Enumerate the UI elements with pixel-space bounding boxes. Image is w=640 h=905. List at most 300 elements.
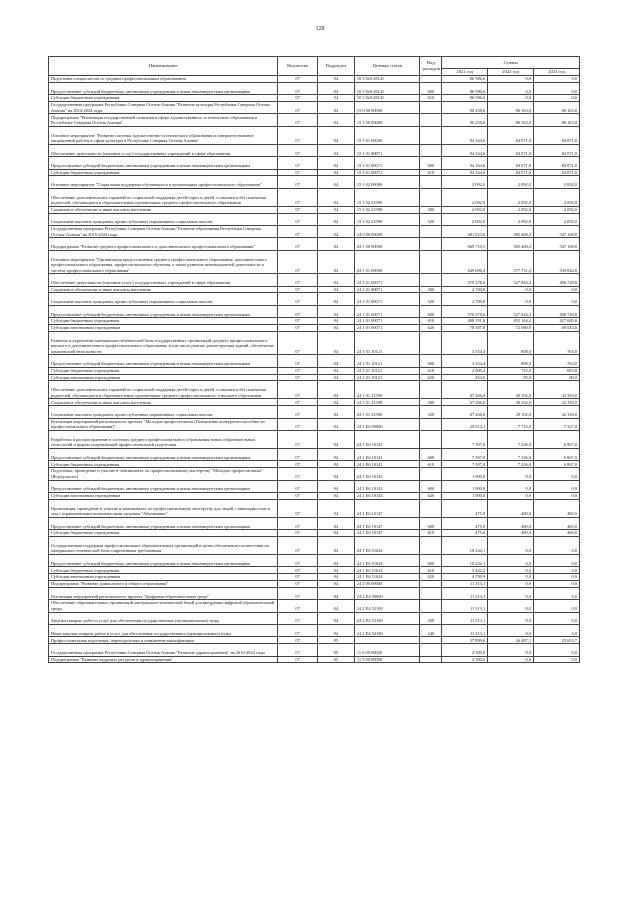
row-podrazdel: 04 [317,399,354,406]
row-name: Государственная программа Республики Северная Осетия-Алания "Развитие здравоохранения" на 2016-2024 годы [49,644,278,656]
row-vedomstvo: 07 [278,213,317,225]
row-vid-rashodov: 620 [420,574,442,581]
row-name: Предоставление субсидий бюджетным, автономным учреждениям и иным некоммерческим организациям [49,157,278,169]
row-tselevaya-statya: 24 1 01 00071 [354,325,420,332]
table-row [49,188,580,206]
row-podrazdel: 04 [317,144,354,156]
row-sum-2023: 2 092,0 [534,213,580,225]
row-name: Подпрограмма "Реализация государственной политики в сфере художественного эстетического образования в Республике Северная Осетия-Алания" [49,114,278,126]
row-sum-2023: 0,0 [534,95,580,102]
row-tselevaya-statya: 24 1 00 00000 [354,238,420,250]
row-name: Основное мероприятие "Социальная поддержка обучающихся в организациях профессионального образования" [49,176,278,188]
row-vedomstvo: 07 [278,461,317,468]
row-sum-2021: 94 164,6 [442,157,488,169]
row-vid-rashodov: 600 [420,480,442,492]
row-vedomstvo: 07 [278,126,317,144]
row-sum-2022: 7 236,0 [488,431,534,449]
table-row [49,238,580,250]
row-vid-rashodov [420,580,442,587]
row-sum-2023: 0,0 [534,492,580,499]
row-sum-2021: 1 900,0 [442,468,488,480]
row-sum-2023: 6 867,0 [534,431,580,449]
row-sum-2022: 455 164,2 [488,318,534,325]
row-sum-2023: 763,0 [534,355,580,367]
row-vid-rashodov: 600 [420,157,442,169]
row-sum-2021: 2 092,0 [442,188,488,206]
row-name: Субсидии автономным учреждениям [49,325,278,332]
row-podrazdel: 04 [317,331,354,355]
row-vid-rashodov: 200 [420,612,442,624]
row-tselevaya-statya: 24 2 E4 52100 [354,600,420,612]
row-vid-rashodov [420,126,442,144]
row-tselevaya-statya: 24 1 01 21590 [354,406,420,418]
row-sum-2021: 7 397,0 [442,431,488,449]
row-sum-2021: 2 092,0 [442,213,488,225]
row-sum-2022: 577 731,2 [488,250,534,274]
row-vid-rashodov: 600 [420,449,442,461]
row-sum-2021: 2 092,0 [442,176,488,188]
row-podrazdel: 04 [317,274,354,286]
row-vedomstvo: 07 [278,554,317,566]
row-podrazdel: 05 [317,644,354,656]
row-sum-2023: 42 350,0 [534,399,580,406]
row-vid-rashodov: 620 [420,325,442,332]
row-tselevaya-statya: 24 1 E6 10143 [354,492,420,499]
row-sum-2021: 94 164,6 [442,126,488,144]
row-podrazdel: 04 [317,101,354,113]
table-row [49,274,580,286]
table-row [49,461,580,468]
row-name: Субсидии бюджетным учреждениям [49,567,278,574]
row-name: Социальные выплаты гражданам, кроме публичных нормативных социальных выплат [49,213,278,225]
row-sum-2022: 0,0 [488,612,534,624]
table-row [49,517,580,529]
row-name: Разработка и распространение в системах среднего профессионального образования новых образовательных технологий и формы опережающей профессиональной подготовки [49,431,278,449]
row-sum-2021: 454,0 [442,374,488,381]
table-row [49,331,580,355]
table-row [49,612,580,624]
table-row [49,355,580,367]
row-sum-2023: 460,0 [534,530,580,537]
row-vid-rashodov [420,536,442,554]
row-sum-2021: 3 354,4 [442,331,488,355]
header-name: Наименование [49,57,278,76]
row-podrazdel: 04 [317,612,354,624]
row-podrazdel: 04 [317,374,354,381]
row-sum-2021: 2 700,0 [442,293,488,305]
row-sum-2023: 86 163,0 [534,101,580,113]
row-vedomstvo: 07 [278,176,317,188]
row-sum-2023: 2 092,0 [534,206,580,213]
row-sum-2023: 2 092,0 [534,176,580,188]
table-row [49,293,580,305]
header-sums: Суммы [442,57,580,69]
row-vedomstvo: 07 [278,468,317,480]
row-sum-2021: 86 586,6 [442,95,488,102]
row-podrazdel: 05 [317,637,354,644]
budget-table [48,56,580,663]
row-sum-2021: 475,0 [442,517,488,529]
row-tselevaya-statya: 24 1 01 21590 [354,381,420,399]
row-vid-rashodov: 300 [420,399,442,406]
row-vid-rashodov [420,176,442,188]
row-vid-rashodov: 610 [420,169,442,176]
row-podrazdel: 04 [317,367,354,374]
row-vid-rashodov: 610 [420,318,442,325]
row-sum-2023: 42 350,0 [534,406,580,418]
header-podrazdel: Подраздел [317,57,354,76]
row-tselevaya-statya: 24 1 01 10121 [354,355,420,367]
row-vedomstvo: 07 [278,95,317,102]
row-vid-rashodov: 320 [420,213,442,225]
row-sum-2021: 1 900,0 [442,480,488,492]
row-vedomstvo: 07 [278,82,317,94]
row-vid-rashodov: 620 [420,374,442,381]
row-podrazdel: 04 [317,431,354,449]
row-sum-2023: 0,0 [534,580,580,587]
row-podrazdel: 04 [317,169,354,176]
row-vid-rashodov: 320 [420,293,442,305]
row-vedomstvo: 07 [278,536,317,554]
row-tselevaya-statya: 15 1 01 00000 [354,126,420,144]
row-sum-2022: 0,0 [488,656,534,663]
row-sum-2023: 683,0 [534,367,580,374]
row-vid-rashodov [420,468,442,480]
row-vedomstvo: 07 [278,431,317,449]
row-sum-2023: 0,0 [534,574,580,581]
row-sum-2022: 527 844,2 [488,274,534,286]
row-tselevaya-statya: 15 1 02 00000 [354,176,420,188]
row-podrazdel: 04 [317,468,354,480]
row-vid-rashodov [420,144,442,156]
row-sum-2021: 86 586,6 [442,76,488,83]
row-vid-rashodov [420,225,442,237]
row-name: Предоставление субсидий бюджетным, автономным учреждениям и иным некоммерческим организациям [49,480,278,492]
row-podrazdel: 04 [317,600,354,612]
row-vedomstvo: 07 [278,517,317,529]
row-vid-rashodov [420,238,442,250]
row-sum-2021: 96 256,6 [442,114,488,126]
row-sum-2022: 7 716,0 [488,418,534,430]
row-sum-2023: 0,0 [534,82,580,94]
row-sum-2021: 669 710,5 [442,238,488,250]
row-podrazdel: 04 [317,517,354,529]
row-podrazdel: 04 [317,567,354,574]
row-sum-2023: 0,0 [534,656,580,663]
row-tselevaya-statya: 24 1 01 00071 [354,293,420,305]
row-sum-2021: 475,0 [442,499,488,517]
row-vedomstvo: 07 [278,574,317,581]
row-name: Реализация мероприятий регионального проекта "Цифровая образовательная среда" [49,587,278,599]
row-vedomstvo: 07 [278,480,317,492]
table-row [49,126,580,144]
row-tselevaya-statya: 24 1 01 10121 [354,367,420,374]
row-name: Субсидии автономным учреждениям [49,492,278,499]
row-tselevaya-statya: 24 1 E6 10143 [354,468,420,480]
row-sum-2023: 84 071,0 [534,157,580,169]
header-tselevaya-statya: Целевая статья [354,57,420,76]
row-sum-2023: 0,0 [534,554,580,566]
row-tselevaya-statya: 24 0 00 00000 [354,225,420,237]
row-sum-2021: 11 313,1 [442,600,488,612]
row-sum-2022: 0,0 [488,644,534,656]
row-vid-rashodov: 300 [420,206,442,213]
row-podrazdel: 04 [317,587,354,599]
row-tselevaya-statya: 11 0 00 00000 [354,644,420,656]
row-sum-2021: 7 397,0 [442,461,488,468]
row-tselevaya-statya: 15 1 01 00071 [354,144,420,156]
table-row [49,567,580,574]
row-sum-2022: 2 092,0 [488,206,534,213]
row-sum-2021: 576 578,6 [442,305,488,317]
row-vid-rashodov [420,101,442,113]
row-name: Закупка товаров, работ и услуг для обеспечения государственных (муниципальных) нужд [49,612,278,624]
row-sum-2023: 460,0 [534,517,580,529]
row-sum-2022: 49 102,0 [488,406,534,418]
row-tselevaya-statya: 24 1 E6 10147 [354,517,420,529]
row-sum-2021: 579 278,6 [442,274,488,286]
table-row [49,449,580,461]
row-name: Предоставление субсидий бюджетным, автономным учреждениям и иным некоммерческим организациям [49,82,278,94]
table-row [49,499,580,517]
row-podrazdel: 04 [317,114,354,126]
row-vedomstvo: 07 [278,76,317,83]
row-sum-2022: 0,0 [488,480,534,492]
row-name: Субсидии автономным учреждениям [49,574,278,581]
row-sum-2021: 5 442,2 [442,567,488,574]
row-name: Субсидии бюджетным учреждениям [49,530,278,537]
row-name: Субсидии автономным учреждениям [49,374,278,381]
table-row [49,480,580,492]
table-row [49,95,580,102]
row-sum-2023: 0,0 [534,644,580,656]
row-sum-2022: 2 092,0 [488,188,534,206]
row-vedomstvo: 07 [278,355,317,367]
row-vid-rashodov: 320 [420,406,442,418]
row-tselevaya-statya: 24 1 E6 51624 [354,536,420,554]
row-tselevaya-statya: 24 2 E4 52100 [354,612,420,624]
row-vid-rashodov: 610 [420,461,442,468]
row-sum-2023: 0,0 [534,76,580,83]
row-tselevaya-statya: 24 1 01 10121 [354,331,420,355]
row-sum-2021: 2 900,4 [442,367,488,374]
page-number: 128 [315,26,325,32]
row-podrazdel: 04 [317,76,354,83]
row-sum-2023: 496 728,8 [534,305,580,317]
row-vedomstvo: 07 [278,580,317,587]
row-tselevaya-statya: 24 1 E6 10147 [354,499,420,517]
row-sum-2021: 11 313,1 [442,624,488,636]
row-podrazdel: 04 [317,82,354,94]
row-tselevaya-statya: 15 1 02 21990 [354,188,420,206]
row-name: Предоставление субсидий бюджетным, автономным учреждениям и иным некоммерческим организациям [49,517,278,529]
row-tselevaya-statya: 24 1 E6 51624 [354,554,420,566]
row-vedomstvo: 07 [278,144,317,156]
row-sum-2022: 0,0 [488,567,534,574]
row-vid-rashodov [420,274,442,286]
row-vedomstvo: 07 [278,374,317,381]
row-vedomstvo: 07 [278,449,317,461]
row-tselevaya-statya: 24 2 E4 00000 [354,587,420,599]
row-tselevaya-statya: 24 1 01 10121 [354,374,420,381]
row-sum-2023: 0,0 [534,293,580,305]
row-sum-2022: 0,0 [488,554,534,566]
row-vedomstvo: 07 [278,101,317,113]
row-name: Предоставление субсидий бюджетным, автономным учреждениям и иным некоммерческим организациям [49,554,278,566]
row-vid-rashodov [420,656,442,663]
row-vid-rashodov [420,644,442,656]
row-vid-rashodov: 300 [420,286,442,293]
row-tselevaya-statya: 24 1 01 00000 [354,250,420,274]
table-row [49,82,580,94]
header-vid-rashodov: Вид расходов [420,57,442,76]
row-vid-rashodov: 600 [420,82,442,94]
row-name: Подготовка специалистов со средним профессиональным образованием [49,76,278,83]
row-sum-2021: 98 258,6 [442,101,488,113]
row-sum-2021: 1 900,0 [442,492,488,499]
row-sum-2023: 427 685,8 [534,318,580,325]
row-sum-2021: 78 387,0 [442,325,488,332]
table-row [49,600,580,612]
row-name: Государственная программа Республики Северная Осетия-Алания "Развитие образования Республики Северная Осетия-Алания" на 2016-2024 годы [49,225,278,237]
row-tselevaya-statya: 24 1 01 00071 [354,274,420,286]
row-tselevaya-statya: 15 0 00 00000 [354,101,420,113]
row-name: Субсидии бюджетным учреждениям [49,367,278,374]
table-row [49,530,580,537]
row-vedomstvo: 07 [278,492,317,499]
row-sum-2023: 0,0 [534,567,580,574]
row-sum-2021: 11 313,1 [442,612,488,624]
row-sum-2022: 0,0 [488,82,534,94]
row-sum-2022: 49 102,0 [488,381,534,399]
row-name: Субсидии бюджетным учреждениям [49,461,278,468]
row-tselevaya-statya: 15 1 02 21990 [354,206,420,213]
row-name: Государственная программа Республики Северная Осетия-Алания "Развитие культуры Республики Северная Осетия-Алания" на 2014-2024 годы [49,101,278,113]
row-sum-2022: 480,0 [488,517,534,529]
row-podrazdel: 04 [317,318,354,325]
row-podrazdel: 04 [317,293,354,305]
table-row [49,431,580,449]
row-vedomstvo: 07 [278,656,317,663]
row-sum-2022: 0,0 [488,600,534,612]
row-sum-2023: 0,0 [534,468,580,480]
row-vedomstvo: 07 [278,206,317,213]
row-sum-2022: 585 468,2 [488,238,534,250]
row-vedomstvo: 07 [278,644,317,656]
table-row [49,656,580,663]
table-row [49,374,580,381]
table-row [49,418,580,430]
row-sum-2021: 681 023,6 [442,225,488,237]
row-sum-2021: 4 799,9 [442,574,488,581]
row-tselevaya-statya: 24 1 01 00071 [354,305,420,317]
row-sum-2021: 649 696,4 [442,250,488,274]
row-tselevaya-statya: 24 1 E6 10143 [354,480,420,492]
row-sum-2023: 86 163,0 [534,114,580,126]
row-sum-2022: 72 680,0 [488,325,534,332]
row-sum-2022: 0,0 [488,286,534,293]
row-sum-2023: 496 728,8 [534,274,580,286]
row-sum-2023: 84 071,0 [534,144,580,156]
row-podrazdel: 04 [317,381,354,399]
table-row [49,144,580,156]
row-vedomstvo: 07 [278,238,317,250]
row-tselevaya-statya: 15 1 00 00000 [354,114,420,126]
row-name: Обеспечение деятельности (оказание услуг) государственных учреждений в сфере образования [49,274,278,286]
row-vid-rashodov: 240 [420,624,442,636]
row-sum-2022: 585 468,2 [488,225,534,237]
row-tselevaya-statya: 24 1 E6 10141 [354,449,420,461]
row-podrazdel: 04 [317,250,354,274]
row-tselevaya-statya: 24 1 E6 10147 [354,530,420,537]
row-sum-2021: 94 164,6 [442,144,488,156]
row-sum-2021: 2 500,0 [442,656,488,663]
row-name: Социальные выплаты гражданам, кроме публичных нормативных социальных выплат [49,406,278,418]
row-sum-2023: 547 168,8 [534,238,580,250]
row-tselevaya-statya: 24 1 01 00071 [354,286,420,293]
table-row [49,157,580,169]
row-sum-2023: 0,0 [534,286,580,293]
table-row [49,305,580,317]
row-name: Предоставление субсидий бюджетным, автономным учреждениям и иным некоммерческим организациям [49,449,278,461]
row-sum-2021: 11 313,1 [442,580,488,587]
row-sum-2022: 0,0 [488,492,534,499]
row-sum-2022: 0,0 [488,95,534,102]
row-tselevaya-statya [354,637,420,644]
table-row [49,554,580,566]
row-podrazdel: 04 [317,492,354,499]
row-sum-2023: 2 092,0 [534,188,580,206]
row-vedomstvo: 07 [278,367,317,374]
row-vid-rashodov [420,76,442,83]
row-name: Подпрограмма "Развитие кадровых ресурсов в здравоохранении" [49,656,278,663]
row-vedomstvo: 07 [278,250,317,274]
table-row [49,536,580,554]
row-name: Развитие и укрепление материально-технической базы государственных организаций среднего профессионального, высшего и дополнительного профессионального образования, в том числе ремонт, реконструкция зданий, обеспечение комплексной безопасности [49,331,278,355]
row-name: Профессиональная подготовка, переподготовка и повышение квалификации [49,637,278,644]
row-name: Организация, проведение и участие в чемпионатах по профессиональному мастерству для людей с инвалидностью и лиц с ограниченными возможностями здоровья "Абилимпикс" [49,499,278,517]
row-vedomstvo: 07 [278,274,317,286]
row-sum-2023: 42 350,0 [534,381,580,399]
row-name: Основное мероприятие "Развитие системы художественно-эстетического образования и совершенствование направлений работы в сфере культуры в Республике Северная Осетия-Алания" [49,126,278,144]
row-sum-2023: 0,0 [534,600,580,612]
row-sum-2022: 84 071,0 [488,126,534,144]
row-name: Подпрограмма "Развитие дошкольного и общего образования" [49,580,278,587]
row-sum-2023: 0,0 [534,624,580,636]
row-sum-2023: 80,0 [534,374,580,381]
row-sum-2022: 0,0 [488,293,534,305]
row-vid-rashodov: 610 [420,95,442,102]
table-row [49,644,580,656]
table-body [49,76,580,663]
header-year-2022: 2022 год [488,69,534,76]
row-tselevaya-statya: 15 1 01 00071 [354,157,420,169]
row-name: Социальное обеспечение и иные выплаты населению [49,286,278,293]
row-name: Государственная поддержка профессиональных образовательных организаций в целях обеспечения соответствия их материально-технической базы современным требованиям [49,536,278,554]
row-sum-2022: 808,0 [488,331,534,355]
row-sum-2022: 0,0 [488,536,534,554]
row-sum-2022: 85,0 [488,374,534,381]
row-name: Обеспечение образовательных организаций материально-технической базой для внедрения цифровой образовательной среды [49,600,278,612]
row-podrazdel: 04 [317,95,354,102]
row-podrazdel: 04 [317,305,354,317]
row-vedomstvo: 07 [278,530,317,537]
row-vid-rashodov: 600 [420,554,442,566]
row-vid-rashodov: 620 [420,492,442,499]
row-sum-2022: 84 071,0 [488,144,534,156]
row-name: Подготовка, проведение и участие в чемпионатах по профессиональному мастерству "Молодые профессионалы" (Ворлдскиллс) [49,468,278,480]
row-vedomstvo: 07 [278,567,317,574]
